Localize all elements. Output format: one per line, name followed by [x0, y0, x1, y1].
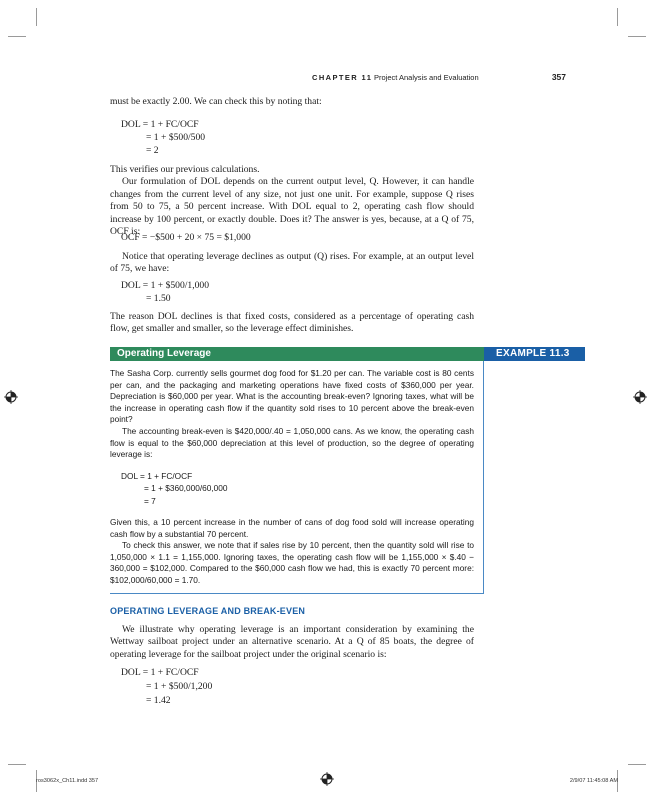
example-equation-step: = 1 + $360,000/60,000	[144, 483, 228, 493]
registration-mark-icon	[633, 390, 647, 404]
example-label-tab	[484, 347, 585, 361]
dol-equation-1-result: = 2	[146, 145, 159, 156]
intro-line: must be exactly 2.00. We can check this by noting that:	[110, 96, 322, 107]
example-paragraph-1: The Sasha Corp. currently sells gourmet dog food for $1.20 per can. The variable cost is 80 cents per can, and the packaging and marketing operations have fixed costs of $360,000 per year. Depreciation is $60,000 per year. What is the accounting break-even? Ignoring taxes, what will be the increase in operating cash flow if the quantity sold rises to 10 percent above the break-even point?	[110, 368, 474, 425]
dol-equation-3: DOL = 1 + FC/OCF	[121, 667, 199, 678]
dol-equation-3-step: = 1 + $500/1,200	[146, 681, 213, 692]
ocf-equation: OCF = −$500 + 20 × 75 = $1,000	[121, 232, 251, 243]
intro-text	[110, 96, 474, 108]
dol-equation-2-result: = 1.50	[146, 293, 171, 304]
reason-block	[110, 311, 474, 336]
chapter-title: Project Analysis and Evaluation	[374, 73, 479, 82]
chapter-label: CHAPTER 11	[312, 73, 373, 82]
dol-equation-1: DOL = 1 + FC/OCF	[121, 119, 199, 130]
illustrate-paragraph: We illustrate why operating leverage is an important consideration by examining the Wettway sailboat project under an alternative scenario. At a Q of 85 boats, the degree of operating leverage for the sailboat project under the original scenario is:	[110, 624, 474, 660]
crop-mark-top-left	[36, 8, 37, 26]
example-equation: DOL = 1 + FC/OCF	[121, 471, 193, 481]
footer-timestamp: 2/9/07 11:45:08 AM	[569, 778, 618, 784]
dol-equation-1-step: = 1 + $500/500	[146, 132, 206, 143]
notice-paragraph: Notice that operating leverage declines as output (Q) rises. For example, at an output level of 75, we have:	[110, 251, 474, 275]
example-paragraph-2: The accounting break-even is $420,000/.40 = 1,050,000 cans. As we know, the operating cash flow is equal to the $60,000 depreciation at this level of production, so the degree of operating leverage is:	[110, 425, 474, 460]
footer-file: ros3062x_Ch11.indd 357	[36, 778, 99, 784]
formulation-paragraph: Our formulation of DOL depends on the current output level, Q. However, it can handle changes from the current level of any size, not just one unit. For example, suppose Q rises from 50 to 75, a 50 percent increase. With DOL equal to 2, operating cash flow should increase by 100 percent, or exactly double. Does it? The answer is yes, because, at a Q of 75, OCF is:	[110, 176, 474, 238]
example-title-bar	[110, 347, 484, 361]
example-equation-result: = 7	[144, 496, 156, 506]
example-paragraph-3: Given this, a 10 percent increase in the number of cans of dog food sold will increase operating cash flow by a substantial 70 percent.	[110, 517, 474, 539]
notice-block	[110, 251, 474, 276]
example-title: Operating Leverage	[117, 348, 211, 359]
reason-paragraph: The reason DOL declines is that fixed costs, considered as a percentage of operating cash flow, get smaller and smaller, so the leverage effect diminishes.	[110, 311, 474, 335]
page-number: 357	[551, 72, 566, 82]
example-paragraph-4: To check this answer, we note that if sales rise by 10 percent, then the quantity sold will rise to 1,050,000 × 1.1 = 1,155,000. Ignoring taxes, the operating cash flow will be 1,155,000 × $.40 − 360,000 = $102,000. Compared to the $60,000 cash flow we had, this is exactly 70 percent more: $102,000/60,000 = 1.70.	[110, 540, 474, 585]
dol-equation-2: DOL = 1 + $500/1,000	[121, 280, 210, 291]
dol-equation-3-result: = 1.42	[146, 695, 171, 706]
crop-mark-bottom-right-h	[628, 764, 646, 765]
crop-mark-top-right	[617, 8, 618, 26]
registration-mark-icon	[320, 772, 334, 786]
example-label: EXAMPLE 11.3	[496, 348, 570, 359]
crop-mark-top-right-h	[628, 36, 646, 37]
example-right-rule	[483, 361, 484, 593]
example-body-bottom	[110, 517, 474, 587]
crop-mark-top-left-h	[8, 36, 26, 37]
example-bottom-rule	[110, 593, 484, 594]
paragraph-block	[110, 164, 474, 238]
illustrate-block	[110, 624, 474, 661]
example-body-top	[110, 368, 474, 461]
running-header	[312, 71, 602, 85]
crop-mark-bottom-left-h	[8, 764, 26, 765]
registration-mark-icon	[4, 390, 18, 404]
section-subheading: OPERATING LEVERAGE AND BREAK-EVEN	[110, 606, 306, 616]
verify-paragraph: This verifies our previous calculations.	[110, 164, 260, 175]
